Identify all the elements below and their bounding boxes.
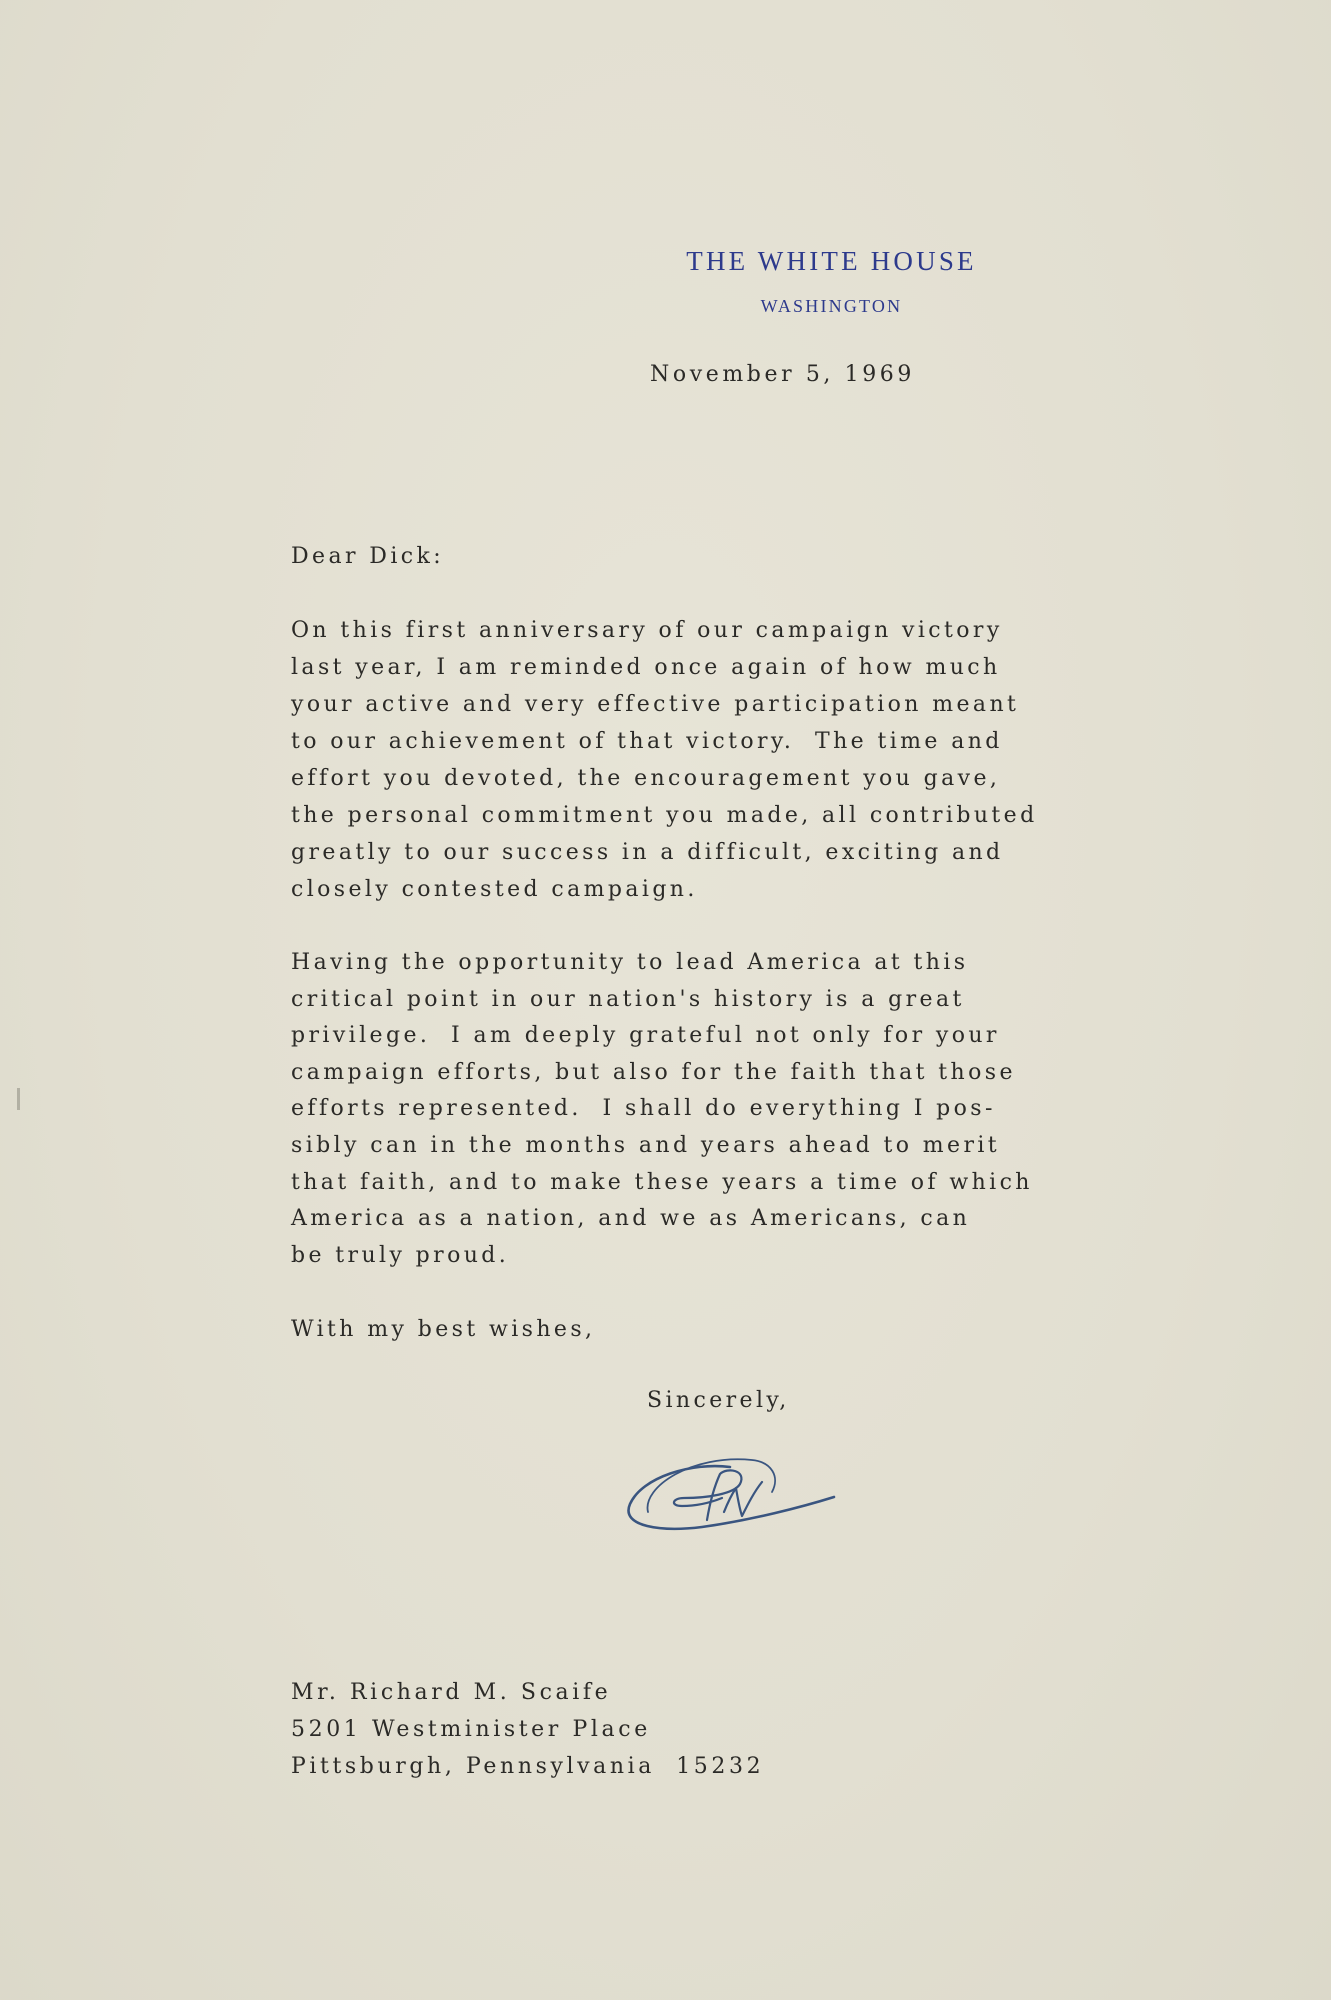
recipient-street: 5201 Westminister Place bbox=[291, 1717, 651, 1742]
paragraph-line: critical point in our nation's history is a great bbox=[291, 986, 965, 1012]
paragraph-line: to our achievement of that victory. The time and bbox=[291, 729, 1003, 754]
paragraph-line: that faith, and to make these years a time of which bbox=[291, 1169, 1033, 1195]
sign-off: Sincerely, bbox=[647, 1388, 790, 1413]
letterhead-title: THE WHITE HOUSE bbox=[686, 246, 977, 276]
signature-rn bbox=[612, 1432, 842, 1542]
recipient-name: Mr. Richard M. Scaife bbox=[291, 1680, 612, 1705]
paragraph-line: be truly proud. bbox=[291, 1242, 510, 1268]
paragraph-line: greatly to our success in a difficult, exciting and bbox=[291, 840, 1004, 865]
signature-n-stroke bbox=[724, 1482, 762, 1516]
recipient-city: Pittsburgh, Pennsylvania 15232 bbox=[291, 1754, 765, 1779]
paragraph-2 bbox=[291, 949, 1033, 1278]
paragraph-line: privilege. I am deeply grateful not only for your bbox=[291, 1023, 1000, 1049]
paragraph-line: closely contested campaign. bbox=[291, 877, 698, 902]
recipient-address bbox=[291, 1679, 764, 1790]
letter-date: November 5, 1969 bbox=[650, 362, 915, 387]
paragraph-line: the personal commitment you made, all contributed bbox=[291, 803, 1038, 828]
paragraph-line: efforts represented. I shall do everything I pos- bbox=[291, 1096, 996, 1122]
paragraph-1 bbox=[291, 617, 1038, 913]
paper-mark bbox=[17, 1088, 20, 1110]
paragraph-line: America as a nation, and we as Americans, can bbox=[291, 1206, 971, 1232]
paragraph-line: On this first anniversary of our campaign victory bbox=[291, 618, 1003, 643]
paragraph-line: campaign efforts, but also for the faith that those bbox=[291, 1059, 1016, 1085]
closing-line: With my best wishes, bbox=[291, 1317, 596, 1342]
paragraph-line: effort you devoted, the encouragement you gave, bbox=[291, 766, 1001, 791]
paragraph-line: your active and very effective participation meant bbox=[291, 692, 1020, 717]
letterhead-city: WASHINGTON bbox=[760, 296, 903, 316]
paragraph-line: last year, I am reminded once again of how much bbox=[291, 655, 1001, 680]
salutation: Dear Dick: bbox=[291, 544, 445, 569]
paragraph-line: Having the opportunity to lead America at this bbox=[291, 950, 969, 975]
paragraph-line: sibly can in the months and years ahead to merit bbox=[291, 1132, 1001, 1158]
